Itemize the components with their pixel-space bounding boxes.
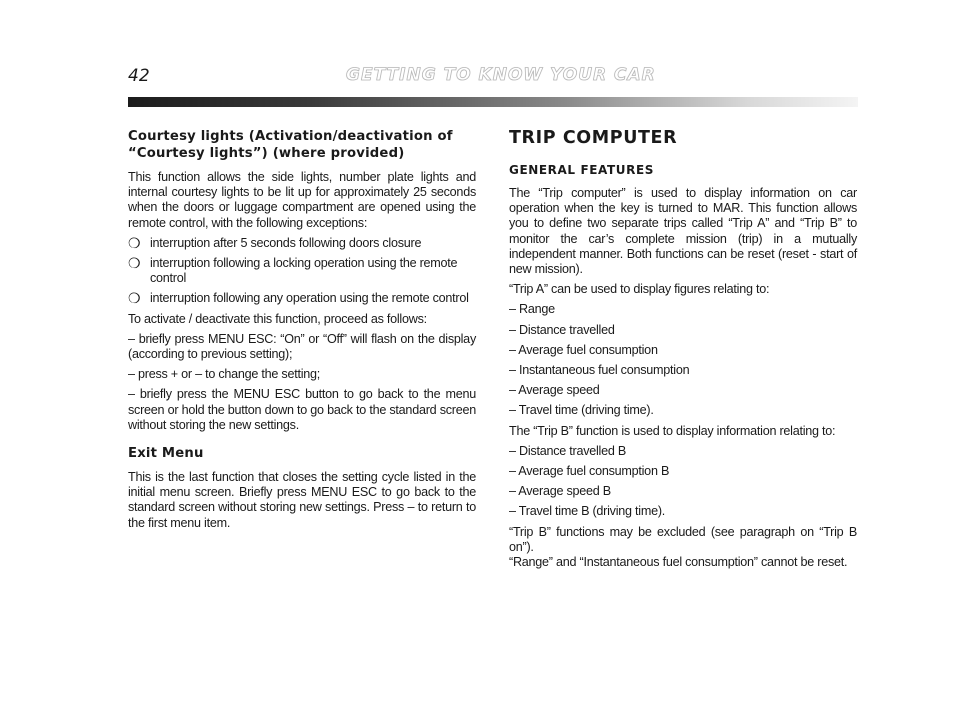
- bullet-item: [128, 256, 476, 286]
- list-item: – Average speed: [509, 383, 600, 398]
- trip-b-intro: The “Trip B” function is used to display information relating to:: [509, 423, 836, 438]
- bullet-item: [128, 291, 476, 306]
- exit-menu-heading: Exit Menu: [128, 446, 204, 462]
- step-item: – briefly press MENU ESC: “On” or “Off” will flash on the display (according to previous setting);: [128, 331, 476, 362]
- activate-intro: To activate / deactivate this function, proceed as follows:: [128, 311, 427, 326]
- page-number: 42: [128, 66, 150, 86]
- section-title: TRIP COMPUTER: [509, 128, 678, 148]
- list-item: – Travel time B (driving time).: [509, 504, 666, 519]
- bullet-text: interruption after 5 seconds following doors closure: [150, 235, 422, 250]
- list-item: – Average fuel consumption B: [509, 464, 670, 479]
- general-features-text: The “Trip computer” is used to display information on car operation when the key is turned to MAR. This function allows you to define two separate trips called “Trip A” and “Trip B” to monitor the car’s complete mission (trip) in a mutually independent manner. Both functions can be reset (reset - start of new mission).: [509, 186, 857, 277]
- running-title: GETTING TO KNOW YOUR CAR: [346, 65, 656, 85]
- page-header: [128, 66, 858, 90]
- left-column: [128, 128, 476, 536]
- list-item: – Average speed B: [509, 484, 611, 499]
- bullet-circle-icon: ❍: [128, 290, 141, 307]
- bullet-item: [128, 236, 476, 251]
- trip-b-note: “Trip B” functions may be excluded (see paragraph on “Trip B on”).: [509, 524, 857, 554]
- courtesy-intro: This function allows the side lights, number plate lights and internal courtesy lights to be lit up for approximately 25 seconds when the doors or luggage compartment are opened using the remote control, with the following exceptions:: [128, 170, 476, 230]
- list-item: – Travel time (driving time).: [509, 403, 654, 418]
- list-item: – Distance travelled: [509, 322, 615, 337]
- list-item: – Instantaneous fuel consumption: [509, 363, 690, 378]
- list-item: – Distance travelled B: [509, 443, 627, 458]
- step-item: – briefly press the MENU ESC button to go back to the menu screen or hold the button down to go back to the standard screen without storing the new settings.: [128, 387, 476, 432]
- exit-menu-text: This is the last function that closes the setting cycle listed in the initial menu screen. Briefly press MENU ESC to go back to the standard screen without storing new settings. Press – to return to the first menu item.: [128, 470, 476, 530]
- step-item: – press + or – to change the setting;: [128, 367, 321, 382]
- trip-a-intro: “Trip A” can be used to display figures relating to:: [509, 282, 770, 297]
- general-features-heading: GENERAL FEATURES: [509, 163, 654, 177]
- reset-note: “Range” and “Instantaneous fuel consumption” cannot be reset.: [509, 555, 848, 570]
- bullet-circle-icon: ❍: [128, 255, 141, 272]
- list-item: – Average fuel consumption: [509, 342, 658, 357]
- courtesy-lights-heading: Courtesy lights (Activation/deactivation of “Courtesy lights”) (where provided): [128, 129, 453, 161]
- bullet-text: interruption following any operation using the remote control: [150, 291, 469, 306]
- header-rule: [128, 97, 858, 107]
- bullet-text: interruption following a locking operation using the remote control: [150, 256, 458, 286]
- right-column: [509, 128, 857, 575]
- bullet-circle-icon: ❍: [128, 234, 141, 251]
- list-item: – Range: [509, 302, 555, 317]
